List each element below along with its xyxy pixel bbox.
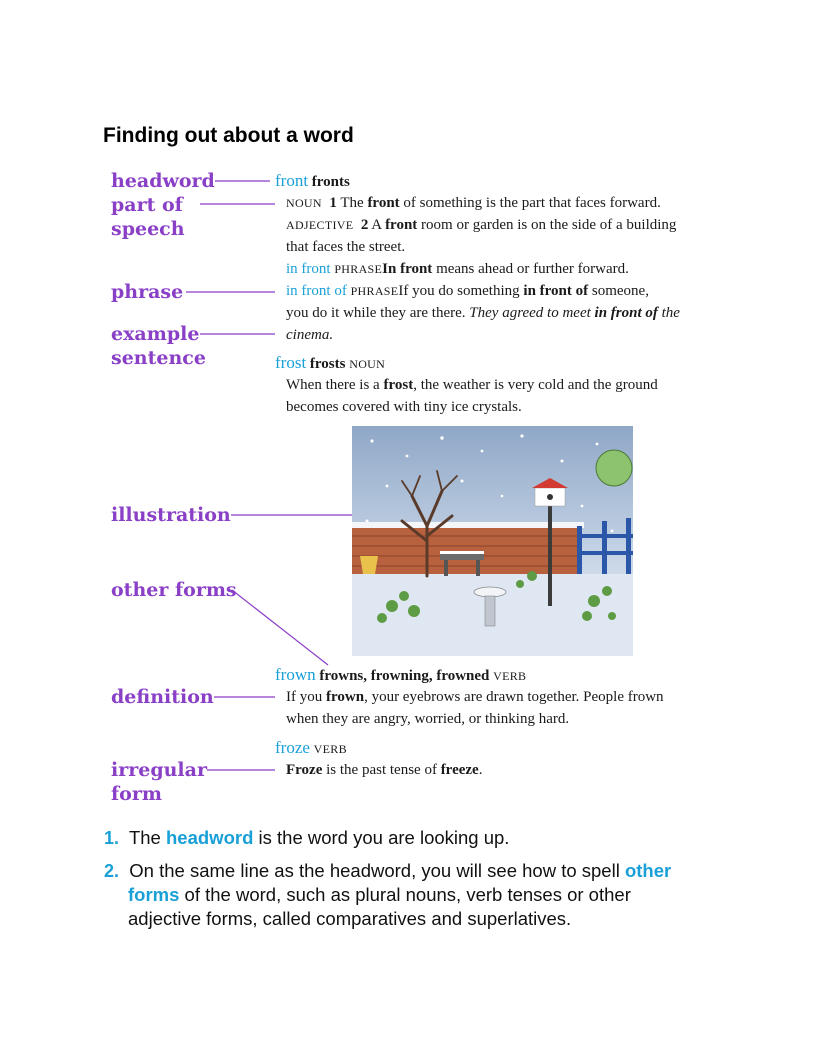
label-illustration: illustration xyxy=(111,504,231,526)
entry-frost-headline: frost frosts NOUN xyxy=(275,353,386,372)
label-part-of: part of xyxy=(111,194,183,216)
forms-front: fronts xyxy=(311,174,350,190)
list-item-1: 1. The headword is the word you are looking up. xyxy=(104,827,510,848)
label-form: form xyxy=(111,783,162,805)
entry-frown-headline: frown frowns, frowning, frowned VERB xyxy=(275,665,527,684)
entry-frown-def: If you frown, your eyebrows are drawn together. People frown xyxy=(286,689,664,705)
entry-front-sense1: NOUN 1 The front of something is the part that faces forward. xyxy=(286,195,661,211)
entry-front-phrase2-cont: you do it while they are there. They agreed to meet in front of the xyxy=(286,305,680,321)
page-title: Finding out about a word xyxy=(103,124,354,147)
label-headword: headword xyxy=(111,170,215,192)
list-item-2-line1: 2. On the same line as the headword, you will see how to spell other xyxy=(104,860,672,881)
line-other-forms xyxy=(232,590,328,665)
label-definition: definition xyxy=(111,686,214,708)
entry-froze-headline: froze VERB xyxy=(275,738,347,757)
label-irregular: irregular xyxy=(111,759,207,781)
entry-frown-def-cont: when they are angry, worried, or thinking hard. xyxy=(286,711,570,727)
label-example: example xyxy=(111,323,200,345)
entry-front-example-cont: cinema. xyxy=(286,327,334,343)
entry-front-sense2: ADJECTIVE 2 A front room or garden is on the side of a building xyxy=(286,217,677,233)
headword-front: front xyxy=(275,171,309,190)
entry-front-phrase2: in front of PHRASEIf you do something in front of someone, xyxy=(286,283,649,299)
label-phrase: phrase xyxy=(111,281,184,303)
list-item-2-line2: forms of the word, such as plural nouns, verb tenses or other xyxy=(128,884,631,905)
headword-frown: frown xyxy=(275,665,316,684)
label-speech: speech xyxy=(111,218,185,240)
label-sentence: sentence xyxy=(111,347,206,369)
entry-front-headline xyxy=(275,170,350,193)
list-item-2-line3: adjective forms, called comparatives and superlatives. xyxy=(128,908,572,929)
headword-froze: froze xyxy=(275,738,310,757)
entry-frost-def: When there is a frost, the weather is very cold and the ground xyxy=(286,377,658,393)
entry-front-sense2-cont: that faces the street. xyxy=(286,239,406,255)
entry-froze-def: Froze is the past tense of freeze. xyxy=(286,762,483,778)
entry-front-phrase1: in front PHRASEIn front means ahead or further forward. xyxy=(286,261,629,277)
entry-frost-def-cont: becomes covered with tiny ice crystals. xyxy=(286,399,522,415)
frost-illustration xyxy=(352,426,633,656)
headword-frost: frost xyxy=(275,353,307,372)
label-other-forms: other forms xyxy=(111,579,237,601)
